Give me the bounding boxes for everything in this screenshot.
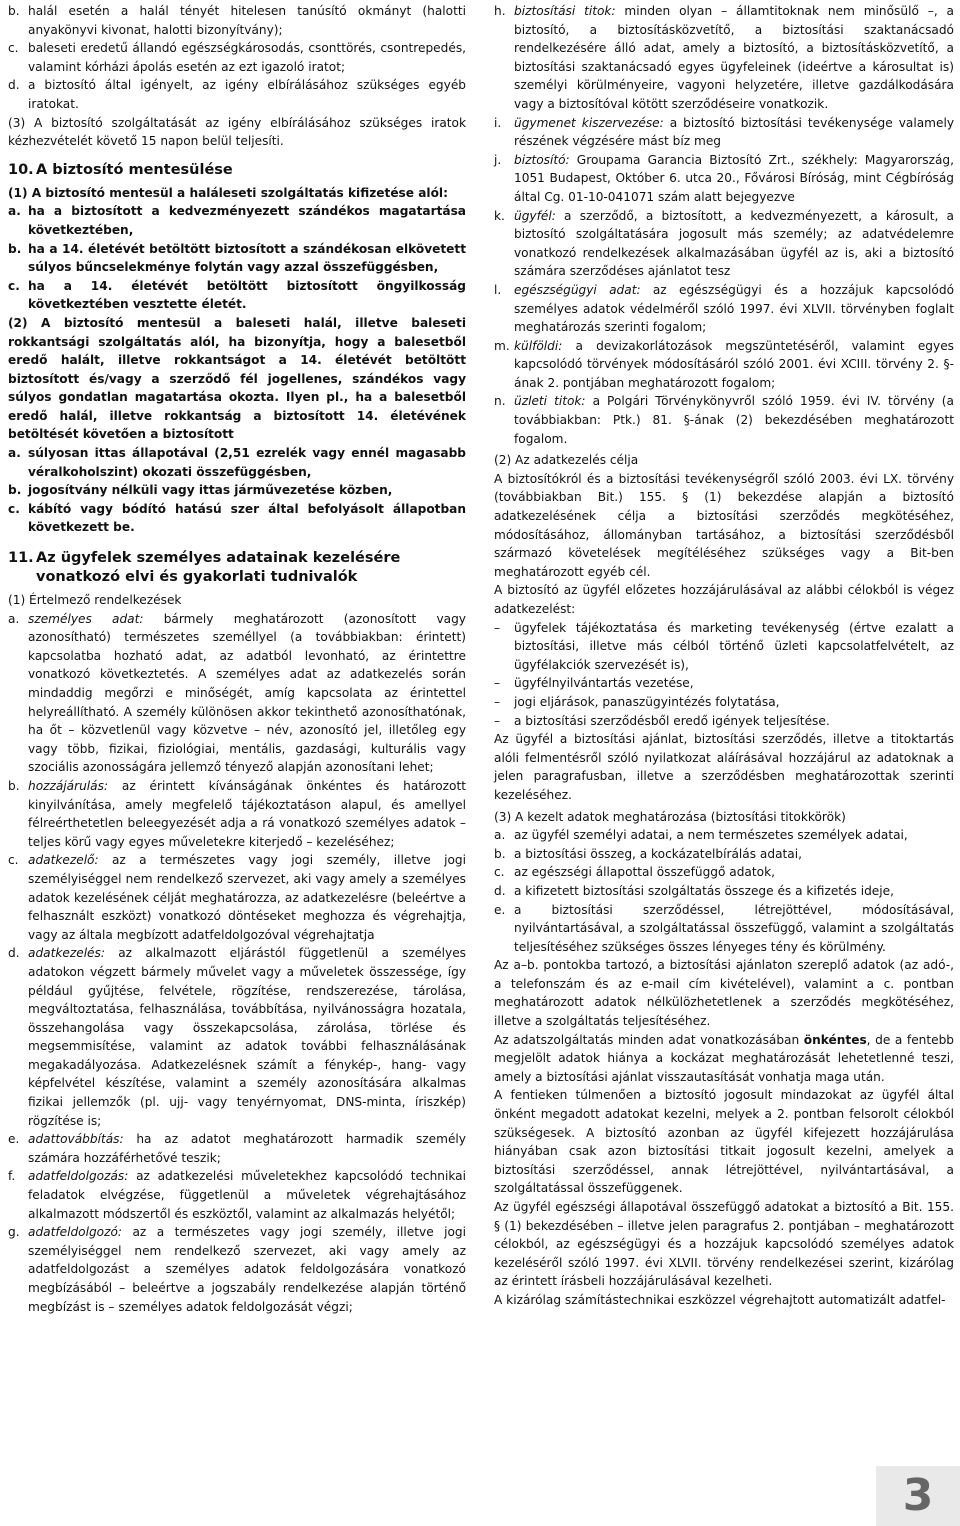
item-text: jogosítvány nélküli vagy ittas járművezetése közben, [28,483,393,498]
definition-term: ügyfél: [514,208,556,223]
item-label: j. [494,152,502,167]
dash-bullet: – [494,676,501,691]
item-text: a biztosítási összeg, a kockázatelbírálás adatai, [514,846,802,861]
definition-term: biztosító: [514,152,570,167]
paragraph: A fentieken túlmenően a biztosító jogosult mindazokat az ügyfél által önként megadott adatokat kezelni, melyek a 2. pontban felsorolt célokból szükségesek. A biztosító azonban az ügyfél kifejezett hozzájárulása hiányában csak azon biztosítási titkait jogosult kezelni, amelyek a biztosítási szerződéssel, annak létrejöttével, nyilvántartásával, a szolgáltatással összefüggenek. [494,1088,954,1196]
subsection-heading: (1) Értelmező rendelkezések [8,593,182,608]
item-label: m. [494,338,510,353]
item-label: c. [8,278,20,293]
paragraph: A kizárólag számítástechnikai eszközzel végrehajtott automatizált adatfel- [494,1292,946,1307]
item-label: g. [8,1225,20,1240]
dash-list-item [494,619,954,675]
item-text: a biztosító által igényelt, az igény elbírálásához szükséges egyéb iratokat. [28,78,466,111]
item-label: a. [494,828,506,843]
dash-item-text: ügyfelek tájékoztatása és marketing tevékenység (értve ezalatt a biztosítási, illetve más célból történő üzleti kapcsolatfelvételt, az ügyfélakciók szervezését is), [514,620,954,672]
definition-term: adatkezelés: [28,946,105,961]
page-number: 3 [876,1466,960,1526]
definition-item [494,114,954,151]
item-text: a kifizetett biztosítási szolgáltatás összege és a kifizetés ideje, [514,883,894,898]
list-item [8,76,466,113]
item-text: kábító vagy bódító hatású szer által befolyásolt állapotban következett be. [28,501,466,535]
dash-item-text: ügyfélnyilvántartás vezetése, [514,676,694,691]
definition-term: adattovábbítás: [28,1132,124,1147]
item-label: e. [8,1132,20,1147]
list-item [494,845,954,864]
item-label: b. [8,4,20,18]
definition-term: ügymenet kiszervezése: [514,115,664,130]
section-number: 11. [8,550,34,567]
item-label: b. [494,846,506,861]
list-item [494,882,954,901]
paragraph: A biztosítókról és a biztosítási tevékenységről szóló 2003. évi LX. törvény (továbbiakban Bit.) 155. § (1) bekezdése alapján a biztosító adatkezelésének célja a biztosítási szerződés megkötéséhez, módosításához, állományban tartásához, a biztosítási szerződésből származó követelések megítéléséhez szükséges vagy a Bit-ben meghatározott egyéb cél. [494,471,954,579]
paragraph: (1) A biztosító mentesül a haláleseti szolgáltatás kifizetése alól: [8,185,448,200]
definition-text: a szerződő, a biztosított, a kedvezményezett, a károsult, a biztosító szolgáltatására jogosult más személy; az adatvédelemre vonatkozó rendelkezések alkalmazásában ügyfél az is, aki a biztosító számára szerződéses ajánlatot tesz [514,208,954,279]
item-text: halál esetén a halál tényét hitelesen tanúsító okmányt (halotti anyakönyvi kivonat, halotti bizonyítvány); [28,4,466,37]
item-label: b. [8,778,20,793]
definition-item [494,337,954,393]
definition-item [494,2,954,114]
section-title-text: Az ügyfelek személyes adatainak kezelésére vonatkozó elvi és gyakorlati tudnivalók [36,550,401,586]
section-title [8,549,466,587]
definition-text: a biztosító biztosítási tevékenysége valamely részének végzésére mást bíz meg [514,115,955,149]
dash-bullet: – [494,620,501,635]
item-label: l. [494,282,502,297]
definition-item [494,207,954,281]
subsection-heading: (2) Az adatkezelés célja [494,453,639,468]
definition-term: biztosítási titok: [514,4,616,18]
item-text: baleseti eredetű állandó egészségkárosodás, csonttörés, csontrepedés, valamint kórházi ápolás esetén az ezt igazoló iratot; [28,41,466,74]
definition-term: adatkezelő: [28,853,99,868]
definition-item [494,281,954,337]
definition-text: az a természetes vagy jogi személy, illetve jogi személyiséggel nem rendelkező szervezet, aki vagy amely a személyes adatok kezelésének célját meghatározza, az adatkezelésre (beleértve a felhasznált eszközt) vonatkozó döntéseket meghozza és végrehajtja, vagy az általa megbízott adatfeldolgozóval végrehajtatja [28,853,466,942]
list-item [494,826,954,845]
paragraph: A biztosító az ügyfél előzetes hozzájárulásával az alábbi célokból is végez adatkezelést: [494,583,954,616]
definition-item [8,944,466,1130]
paragraph: Az ügyfél a biztosítási ajánlat, biztosítási szerződés, illetve a titoktartás alóli felmentésről szóló nyilatkozat aláírásával hozzájárul az adatoknak a jelen paragrafusban, illetve a szerződésben meghatározottak szerinti kezeléséhez. [494,732,954,802]
item-label: c. [8,853,19,868]
item-label: e. [494,902,506,917]
list-item [8,2,466,39]
definition-term: egészségügyi adat: [514,282,641,297]
paragraph: Az ügyfél egészségi állapotával összefüggő adatokat a biztosító a Bit. 155. § (1) bekezdésében – illetve jelen paragrafus 2. pontjában – meghatározott célokból, az egészségügyi és a hozzájuk kapcsolódó személyes adatok kezeléséről szóló 1997. évi XLVII. törvény rendelkezései szerint, kizárólag az érintett írásbeli hozzájárulásával kezelheti. [494,1200,954,1289]
item-label: h. [494,4,506,18]
list-item [494,863,954,882]
definition-text: az egészségügyi és a hozzájuk kapcsolódó személyes adatok védelméről szóló 1997. évi XLVII. törvényben foglalt meghatározás szerinti fogalom; [514,282,954,335]
right-column [494,2,954,1310]
dash-item-text: a biztosítási szerződésből eredő igények teljesítése. [514,713,830,728]
dash-list-item [494,712,954,731]
item-text: súlyosan ittas állapotával (2,51 ezrelék vagy ennél magasabb véralkoholszint) okozati összefüggésben, [28,446,466,479]
item-label: c. [494,865,505,880]
definition-text: minden olyan – államtitoknak nem minősülő –, a biztosító, a biztosításközvetítő, a biztosítási szaktanácsadó rendelkezésére álló adat, amely a biztosító, a biztosításközvetítő, a biztosítási szaktanácsadó egyes ügyfeleinek (ideértve a károsultat is) személyi körülményeire, vagyoni helyzetére, illetve gazdálkodására vagy a biztosítóval kötött szerződéseire vonatkozik. [514,4,954,111]
list-item [8,500,466,537]
item-label: c. [8,41,19,56]
dash-list-item [494,693,954,712]
definition-item [8,1167,466,1223]
definition-item [8,777,466,851]
dash-list-item [494,674,954,693]
definition-text: Groupama Garancia Biztosító Zrt., székhely: Magyarország, 1051 Budapest, Október 6. utca 20., Fővárosi Bíróság, mint Cégbíróság által Cg. 01-10-041071 szám alatt bejegyezve [514,152,954,204]
definition-item [8,1130,466,1167]
item-label: i. [494,115,502,130]
list-item [8,481,466,500]
definition-term: hozzájárulás: [28,778,109,793]
definition-term: adatfeldolgozó: [28,1225,122,1240]
item-label: k. [494,208,505,223]
list-item [8,240,466,277]
definition-text: bármely meghatározott (azonosított vagy azonosítható) természetes személlyel (a továbbiakban: érintett) kapcsolatba hozható adat, az adatból levonható, az érintettre vonatkozó következtetés. A személyes adat az adatkezelés során mindaddig megőrzi e minőségét, amíg kapcsolata az érintettel helyreállítható. A személy különösen akkor tekinthető azonosíthatónak, ha őt – közvetlenül vagy közvetve – név, azonosító jel, illetőleg egy vagy több, fizikai, fiziológiai, mentális, gazdasági, kulturális vagy szociális azonosságára jellemző tényező alapján azonosítani lehet; [28,611,466,775]
item-label: c. [8,501,20,516]
list-item [8,202,466,239]
definition-text: az érintett kívánságának önkéntes és határozott kinyilvánítása, amely megfelelő tájékoztatáson alapul, és amellyel félreérthetetlen beleegyezését adja a rá vonatkozó személyes adatok – teljes körű vagy egyes műveletekre kiterjedő – kezeléséhez; [28,778,466,849]
definition-text: az adatkezelési műveletekhez kapcsolódó technikai feladatok elvégzése, függetlenül a műveletek végrehajtásához alkalmazott módszertől és eszköztől, valamint az alkalmazás helyétől; [28,1169,466,1221]
definition-term: személyes adat: [28,611,144,626]
definition-term: adatfeldolgozás: [28,1169,129,1184]
dash-item-text: jogi eljárások, panaszügyintézés folytatása, [514,694,780,709]
dash-bullet: – [494,694,501,709]
definition-text: a Polgári Törvénykönyvről szóló 1959. évi IV. törvény (a továbbiakban: Ptk.) 81. §-ának (2) bekezdésében meghatározott fogalom. [514,394,954,446]
definition-item [8,851,466,944]
definition-text: a devizakorlátozások megszüntetéséről, valamint egyes kapcsolódó törvények módosításáról szóló 2001. évi XCIII. törvény 2. §-ának 2. pontjában meghatározott fogalom; [514,338,954,390]
definition-text: az alkalmazott eljárástól függetlenül a személyes adatokon végzett bármely művelet vagy a műveletek összessége, így például gyűjtése, felvétele, rögzítése, rendszerezése, tárolása, megváltoztatása, felhasználása, továbbítása, nyilvánosságra hozatala, összehangolása vagy összekapcsolása, zárolása, törlése és megsemmisítése, valamint az adatok további felhasználásának megakadályozása. Adatkezelésnek számít a fénykép-, hang- vagy képfelvétel készítése, valamint a személy azonosítására alkalmas fizikai jellemzők (pl. ujj- vagy tenyérnyomat, DNS-minta, íriszkép) rögzítése is; [28,946,466,1128]
item-text: ha a biztosított a kedvezményezett szándékos magatartása következtében, [28,204,466,237]
item-text: ha a 14. életévét betöltött biztosított öngyilkosság következtében vesztette életét. [28,278,466,312]
paragraph: Az a–b. pontokba tartozó, a biztosítási ajánlaton szereplő adatok (az adó-, a telefonszám és az e-mail cím kivételével), valamint a c. pontban meghatározott adatok nélkülözhetetlenek a szerződés megkötéséhez, illetve a szolgáltatás teljesítéséhez. [494,958,954,1029]
item-label: a. [8,204,21,219]
item-text: ha a 14. életévét betöltött biztosított a szándékosan elkövetett súlyos bűncselekménye folytán vagy azzal összefüggésben, [28,241,466,275]
definition-item [494,151,954,207]
item-label: f. [8,1169,16,1184]
list-item [8,444,466,481]
section-title [8,161,466,180]
item-text: az egészségi állapottal összefüggő adatok, [514,865,775,880]
item-label: b. [8,483,22,498]
item-label: d. [8,78,20,93]
item-label: a. [8,611,20,626]
emphasis-text: önkéntes [803,1032,867,1047]
definition-item [8,610,466,777]
definition-item [494,392,954,448]
subsection-heading: (3) A kezelt adatok meghatározása (biztosítási titokkörök) [494,809,846,824]
definition-text: ha az adatot meghatározott harmadik személy számára hozzáférhetővé teszik; [28,1132,466,1165]
list-item [494,901,954,957]
section-title-text: A biztosító mentesülése [36,161,233,178]
item-label: d. [8,946,20,961]
paragraph: Az adatszolgáltatás minden adat vonatkozásában önkéntes, de a fentebb megjelölt adatok hiánya a kockázat meghatározását lehetetlenné teszi, amely a biztosítási ajánlat visszautasítását vonhatja maga után. [494,1032,955,1084]
item-label: d. [494,883,506,898]
item-label: b. [8,241,22,256]
definition-term: külföldi: [514,338,563,353]
item-label: a. [8,446,21,461]
item-text: a biztosítási szerződéssel, létrejöttével, módosításával, nyilvántartásával, a szolgáltatással összefüggő, valamint a szolgáltatás teljesítéséhez szükséges összes lényeges tény és körülmény. [514,902,954,954]
item-label: n. [494,394,506,409]
list-item [8,277,466,314]
left-column [8,2,466,1316]
item-text: az ügyfél személyi adatai, a nem természetes személyek adatai, [514,828,908,843]
section-number: 10. [8,161,34,178]
definition-text: az a természetes vagy jogi személy, illetve jogi személyiséggel nem rendelkező szervezet, aki vagy amely az adatfeldolgozást a személyes adatok feldolgozására vonatkozó megbízásából – beleértve a jogszabály rendelkezése alapján történő megbízást is – személyes adatok feldolgozását végzi; [28,1225,466,1314]
definition-item [8,1223,466,1316]
definition-term: üzleti titok: [514,394,586,409]
paragraph: (2) A biztosító mentesül a baleseti halál, illetve baleseti rokkantsági szolgáltatás alól, ha bizonyítja, hogy a balesetből eredő halált, illetve rokkantságot a 14. életévét betöltött biztosított és/vagy a szerződő fél jogellenes, szándékos vagy súlyos gondatlan magatartása okozta. Ilyen pl., ha a balesetből eredő halál, illetve rokkantság a biztosított 14. életévének betöltését követően a biztosított [8,315,466,442]
list-item [8,39,466,76]
dash-bullet: – [494,713,501,728]
paragraph: (3) A biztosító szolgáltatását az igény elbírálásához szükséges iratok kézhezvételét követő 15 napon belül teljesíti. [8,115,466,149]
